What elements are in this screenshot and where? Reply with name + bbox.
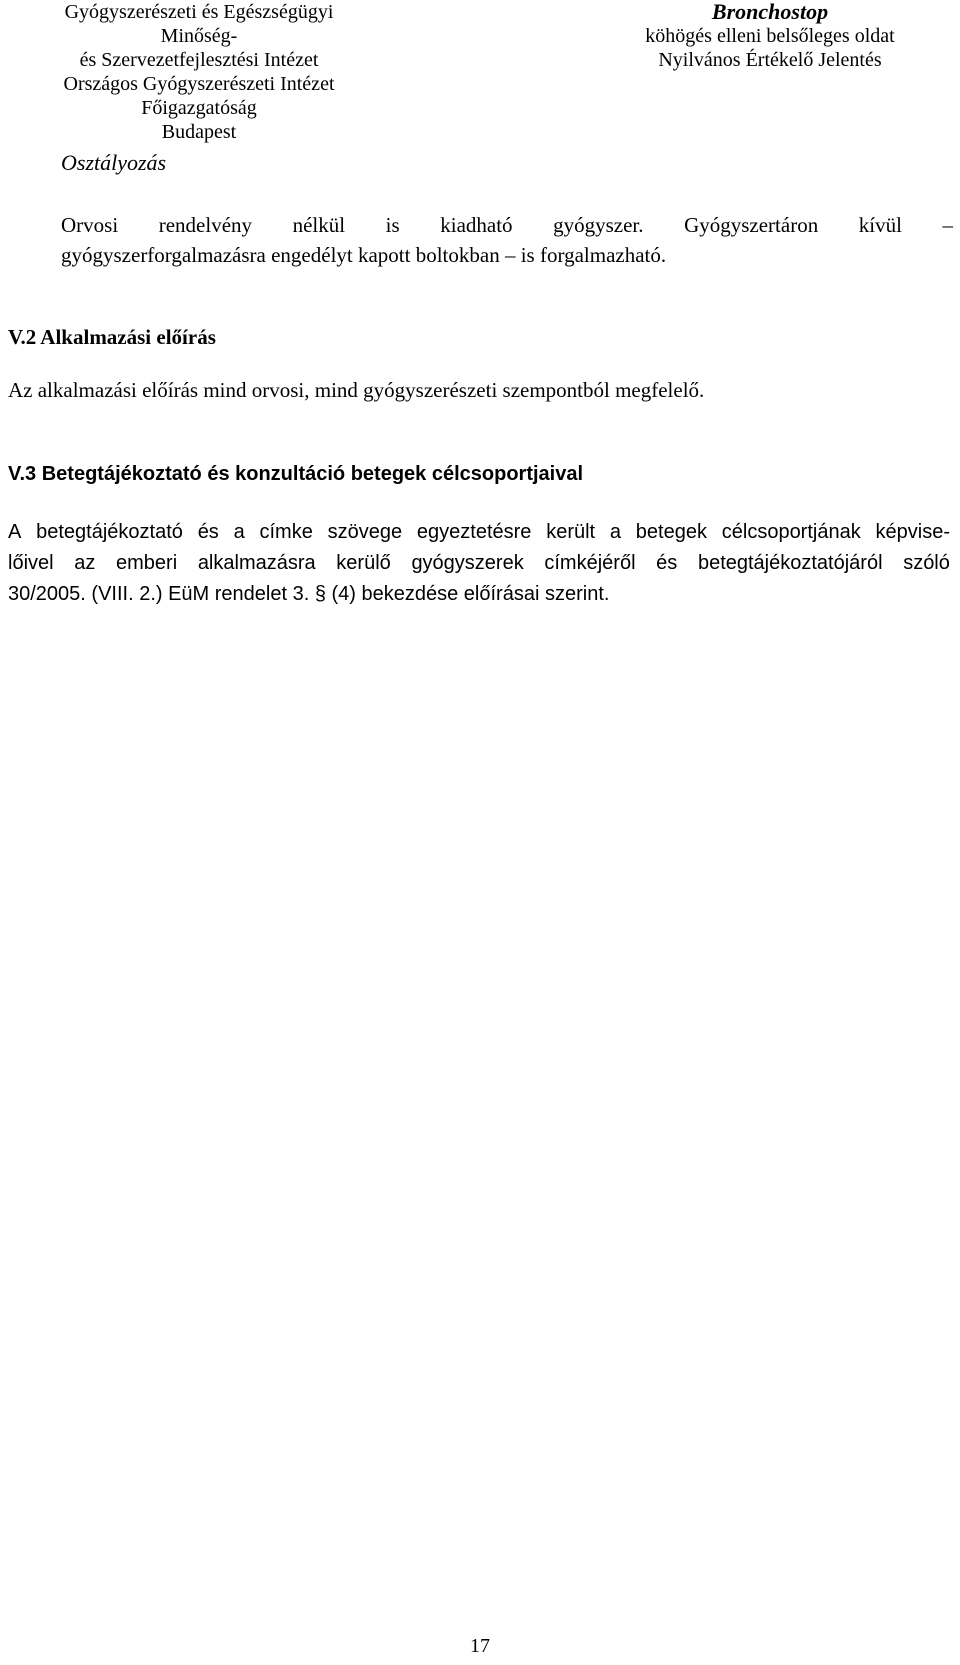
section-v3-line-2 xyxy=(8,548,950,579)
word: kívül xyxy=(858,213,902,237)
product-subtitle: köhögés elleni belsőleges oldat xyxy=(645,25,895,47)
word: is xyxy=(385,213,400,237)
word: egyeztetésre xyxy=(416,521,532,543)
header-institution-line: Országos Gyógyszerészeti Intézet xyxy=(63,73,335,95)
classification-line-2: gyógyszerforgalmazásra engedélyt kapott boltokban – is forgalmazható. xyxy=(61,243,667,267)
section-v3-heading: V.3 Betegtájékoztató és konzultáció betegek célcsoportjaival xyxy=(8,463,584,485)
classification-paragraph xyxy=(61,210,953,270)
word: betegtájékoztató xyxy=(36,521,183,543)
word: kiadható xyxy=(440,213,513,237)
word: gyógyszerek xyxy=(411,552,524,574)
word: kerülő xyxy=(336,552,391,574)
word: a xyxy=(609,521,622,543)
header-institution-line: és Szervezetfejlesztési Intézet xyxy=(79,49,319,71)
word: címkéjéről xyxy=(544,552,636,574)
report-type: Nyilvános Értékelő Jelentés xyxy=(658,49,882,71)
word: Gyógyszertáron xyxy=(684,213,819,237)
word: – xyxy=(942,213,953,237)
word: az xyxy=(74,552,96,574)
page-number: 17 xyxy=(470,1635,490,1657)
header-product-block xyxy=(620,0,920,72)
classification-heading: Osztályozás xyxy=(61,150,167,175)
classification-line-1 xyxy=(61,210,953,240)
word: került xyxy=(546,521,596,543)
word: szövege xyxy=(327,521,403,543)
word: betegtájékoztatójáról xyxy=(697,552,883,574)
word: alkalmazásra xyxy=(197,552,316,574)
word: emberi xyxy=(116,552,178,574)
header-institution-line: Budapest xyxy=(161,121,237,143)
word: a xyxy=(233,521,245,543)
word: A xyxy=(8,521,22,543)
word: célcsoportjának xyxy=(721,521,861,543)
word: képvise- xyxy=(875,521,950,543)
section-v2-paragraph: Az alkalmazási előírás mind orvosi, mind gyógyszerészeti szempontból megfelelő. xyxy=(8,378,705,402)
section-v2-heading: V.2 Alkalmazási előírás xyxy=(8,325,216,349)
section-v3-line-3: 30/2005. (VIII. 2.) EüM rendelet 3. § (4) bekezdése előírásai szerint. xyxy=(8,583,610,605)
header-institution-block xyxy=(39,0,359,144)
word: és xyxy=(197,521,219,543)
word: nélkül xyxy=(292,213,346,237)
word: Orvosi xyxy=(61,213,119,237)
word: gyógyszer. xyxy=(553,213,644,237)
word: és xyxy=(656,552,678,574)
section-v3-paragraph xyxy=(8,517,950,610)
word: lőivel xyxy=(8,552,54,574)
word: szóló xyxy=(903,552,950,574)
word: rendelvény xyxy=(158,213,253,237)
header-institution-line: Főigazgatóság xyxy=(141,97,257,119)
word: betegek xyxy=(635,521,707,543)
section-v3-line-1 xyxy=(8,517,950,548)
word: címke xyxy=(259,521,313,543)
header-institution-line: Gyógyszerészeti és Egészségügyi Minőség- xyxy=(64,1,334,47)
product-title: Bronchostop xyxy=(711,0,829,24)
